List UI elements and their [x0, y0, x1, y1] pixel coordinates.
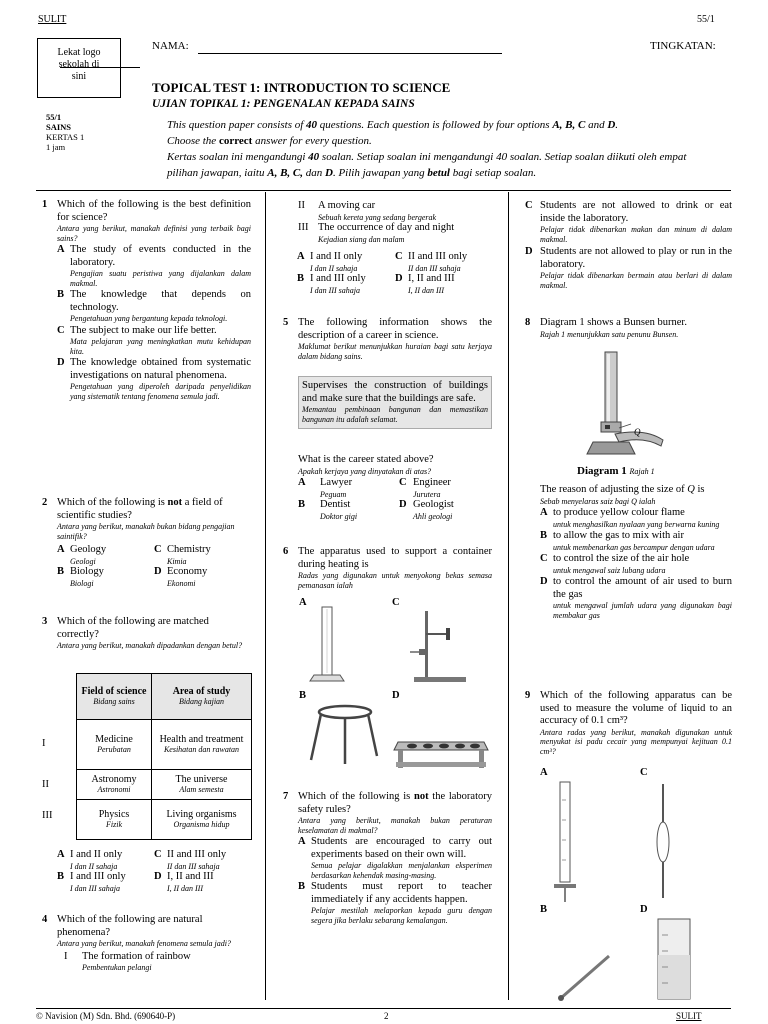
career-info-box	[298, 376, 492, 429]
bunsen-burner-image	[585, 348, 695, 460]
measuring-cylinder-image	[300, 605, 360, 690]
instruction-ms: Kertas soalan ini mengandungi 40 soalan. Setiap soalan ini mengandungi 40 soalan. Setiap soalan diikuti oleh empat pilihan jawapan, iaitu A, B, C, dan D. Pilih jawapan yang betul bagi setiap soalan.	[167, 151, 687, 179]
q9-label-a: A	[540, 767, 548, 778]
question-stem: Which of the following are natural phenomena?	[57, 914, 203, 938]
option-a[interactable]: A Lawyer Peguam	[298, 477, 353, 499]
q6-label-d: D	[392, 690, 400, 701]
question-prompt-ms: Sebab menyelaras saiz bagi Q ialah	[540, 496, 656, 506]
question-stem-ms: Antara yang berikut, manakah fenomena semula jadi?	[57, 939, 231, 948]
test-tube-rack-image	[392, 728, 490, 772]
table-row: Astronomy Astronomi The universe Alam semesta	[77, 770, 252, 800]
question-stem-ms: Antara yang berikut, manakah bukan bidang pengajian saintifik?	[57, 522, 235, 541]
option-d[interactable]: D Geologist Ahli geologi	[399, 499, 454, 521]
q9-label-c: C	[640, 767, 648, 778]
question-number: 3	[42, 616, 48, 627]
nama-label: NAMA:	[152, 40, 189, 52]
option-d[interactable]: D I, II and III I, II dan III	[395, 273, 455, 295]
option-b[interactable]: B I and III only I dan III sahaja	[297, 273, 366, 295]
statement-i: I The formation of rainbow Pembentukan pelangi	[64, 950, 191, 972]
option-d[interactable]: D to control the amount of air used to burn the gas untuk mengawal jumlah udara yang digunakan bagi membakar gas	[540, 576, 732, 620]
header-code: 55/1	[697, 14, 715, 25]
logo-line	[60, 67, 140, 68]
question-stem-ms: Antara yang berikut, manakah bukan peraturan keselamatan di makmal?	[298, 816, 492, 835]
question-number: 7	[283, 791, 289, 802]
column-divider-1	[265, 192, 266, 1000]
q9-label-d: D	[640, 904, 648, 915]
label-q: Q	[634, 427, 641, 437]
thermometer-image	[555, 950, 615, 1005]
question-number: 1	[42, 199, 48, 210]
option-c[interactable]: C to control the size of the air hole untuk mengawal saiz lubang udara	[540, 553, 690, 575]
question-4-continued	[300, 200, 493, 244]
option-b[interactable]: B Dentist Doktor gigi	[298, 499, 358, 521]
row-roman-i: I	[42, 738, 46, 749]
table-header-field: Field of science Bidang sains	[77, 674, 152, 720]
paper-duration: 1 jam	[46, 142, 66, 152]
question-5	[283, 317, 492, 361]
footer-rule	[36, 1008, 731, 1009]
option-c[interactable]: C Chemistry Kimia	[154, 544, 211, 566]
question-stem: Which of the following is not the laboratory safety rules?	[298, 791, 492, 815]
instructions	[167, 117, 712, 181]
retort-stand-image	[400, 605, 480, 690]
paper-subject: SAINS	[46, 122, 72, 132]
question-stem-ms: Antara radas yang berikut, manakah digunakan untuk menyukat isi padu cecair yang mempunyai kejituan 0.1 cm³?	[540, 727, 732, 756]
field-study-table	[76, 673, 252, 840]
option-a[interactable]: A I and II only I dan II sahaja	[297, 251, 363, 273]
question-prompt-ms: Apakah kerjaya yang dinyatakan di atas?	[298, 466, 432, 476]
option-c[interactable]: C II and III only II dan III sahaja	[154, 849, 227, 871]
question-1	[42, 199, 251, 401]
question-number: 5	[283, 317, 289, 328]
option-c[interactable]: C Students are not allowed to drink or eat inside the laboratory. Pelajar tidak dibenarkan makan dan minum di dalam makmal.	[525, 200, 732, 244]
q6-label-b: B	[299, 690, 307, 701]
question-stem: Diagram 1 shows a Bunsen burner.	[540, 317, 687, 328]
question-stem: Which of the following are matched correctly?	[57, 616, 209, 640]
paper-info	[46, 112, 84, 152]
question-stem: The apparatus used to support a container during heating is	[298, 546, 492, 570]
option-d[interactable]: D I, II and III I, II dan III	[154, 871, 214, 893]
burette-image	[548, 780, 588, 905]
table-row: Physics Fizik Living organisms Organisma hidup	[77, 800, 252, 840]
page-subtitle: UJIAN TOPIKAL 1: PENGENALAN KEPADA SAINS	[152, 98, 415, 110]
option-a[interactable]: A The study of events conducted in the laboratory. Pengajian suatu peristiwa yang dijalankan dalam makmal.	[57, 244, 251, 288]
question-3	[42, 616, 251, 651]
career-description: Supervises the construction of buildings and make sure that the buildings are safe.	[302, 380, 488, 404]
footer-copyright: © Navision (M) Sdn. Bhd. (690640-P)	[36, 1011, 176, 1021]
beaker-image	[650, 915, 700, 1007]
option-b[interactable]: B Students must report to teacher immediately if any accidents happen. Pelajar mestilah melaporkan kepada guru dengan segera jika berlaku sebarang kemalangan.	[298, 881, 492, 925]
option-b[interactable]: B I and III only I dan III sahaja	[57, 871, 126, 893]
nama-field[interactable]	[198, 52, 502, 54]
option-c[interactable]: C II and III only II dan III sahaja	[395, 251, 468, 273]
logo-box	[37, 38, 121, 98]
option-b[interactable]: B to allow the gas to mix with air untuk membenarkan gas bercampur dengan udara	[540, 530, 715, 552]
q9-label-b: B	[540, 904, 548, 915]
instruction-en-2: Choose the correct answer for every question.	[167, 135, 372, 147]
question-stem-ms: Rajah 1 menunjukkan satu penunu Bunsen.	[540, 329, 679, 339]
pipette-image	[648, 782, 678, 900]
question-9	[525, 690, 732, 756]
option-d[interactable]: D Students are not allowed to play or run in the laboratory. Pelajar tidak dibenarkan bermain atau berlari di dalam makmal.	[525, 246, 732, 290]
option-a[interactable]: A Students are encouraged to carry out experiments based on their own will. Semua pelajar digalakkan menjalankan eksperimen berdasarkan kehendak masing-masing.	[298, 836, 492, 880]
q6-label-a: A	[299, 597, 307, 608]
option-c[interactable]: C The subject to make our life better. Mata pelajaran yang meningkatkan mutu kehidupan kita.	[57, 324, 251, 356]
tingkatan-label: TINGKATAN:	[650, 40, 716, 52]
q6-label-c: C	[392, 597, 400, 608]
question-stem-ms: Radas yang digunakan untuk menyokong bekas semasa pemanasan ialah	[298, 571, 492, 590]
option-a[interactable]: A I and II only I dan II sahaja	[57, 849, 123, 871]
tripod-stand-image	[305, 700, 385, 778]
statement-iii: III The occurrence of day and night Kejadian siang dan malam	[298, 222, 455, 244]
question-stem-ms: Antara yang berikut, manakah dipadankan dengan betul?	[57, 641, 243, 650]
footer-sulit: SULIT	[676, 1011, 702, 1021]
question-number: 8	[525, 317, 531, 328]
question-stem-ms: Antara yang berikut, manakah definisi yang terbaik bagi sains?	[57, 224, 251, 243]
career-description-ms: Memantau pembinaan bangunan dan memastikan bangunan itu adalah selamat.	[302, 405, 488, 424]
instruction-en-1: This question paper consists of 40 questions. Each question is followed by four options A, B, C and D.	[167, 119, 619, 131]
option-a[interactable]: A Geology Geologi	[57, 544, 107, 566]
table-header-area: Area of study Bidang kajian	[152, 674, 252, 720]
header-rule	[36, 190, 731, 191]
row-roman-ii: II	[42, 779, 49, 790]
question-6	[283, 546, 492, 590]
paper-code: 55/1	[46, 112, 62, 122]
question-stem: Which of the following apparatus can be used to measure the volume of liquid to an accuracy of 0.1 cm³?	[540, 690, 732, 726]
table-row: Medicine Perubatan Health and treatment Kesihatan dan rawatan	[77, 720, 252, 770]
option-d[interactable]: D Economy Ekonomi	[154, 566, 208, 588]
question-prompt: What is the career stated above?	[298, 454, 434, 465]
option-d[interactable]: D The knowledge obtained from systematic investigations on natural phenomena. Pengetahuan yang diperoleh daripada penyelidikan yang sistematik tentang fenomena semula jadi.	[57, 357, 251, 401]
question-number: 9	[525, 690, 531, 701]
diagram-caption: Diagram 1 Rajah 1	[577, 465, 655, 477]
option-b[interactable]: B The knowledge that depends on technology. Pengetahuan yang bergantung kepada teknologi.	[57, 289, 251, 323]
question-number: 4	[42, 914, 48, 925]
question-number: 2	[42, 497, 48, 508]
table-header-row	[77, 674, 252, 720]
question-4-options	[297, 251, 493, 295]
logo-text: Lekat logo sekolah di sini	[57, 47, 101, 82]
question-stem: Which of the following is not a field of scientific studies?	[57, 497, 223, 521]
question-stem-ms: Maklumat berikut menunjukkan huraian bagi satu kerjaya dalam bidang sains.	[298, 342, 492, 361]
question-8-part2	[540, 484, 732, 620]
question-prompt: The reason of adjusting the size of Q is	[540, 484, 705, 495]
question-5-part2	[298, 454, 492, 521]
question-4	[42, 914, 251, 973]
row-roman-iii: III	[42, 810, 53, 821]
footer-page-number: 2	[384, 1011, 389, 1021]
paper-number: KERTAS 1	[46, 132, 85, 142]
question-7-continued	[525, 199, 732, 290]
option-c[interactable]: C Engineer Jurutera	[399, 477, 451, 499]
page-title: TOPICAL TEST 1: INTRODUCTION TO SCIENCE	[152, 80, 451, 95]
question-8	[525, 317, 732, 339]
header-sulit: SULIT	[38, 14, 67, 25]
column-divider-2	[508, 192, 509, 1000]
statement-ii: II A moving car Sebuah kereta yang sedang bergerak	[298, 200, 437, 222]
question-stem: Which of the following is the best definition for science?	[57, 199, 251, 223]
question-2	[42, 497, 251, 588]
question-3-options	[57, 849, 251, 893]
question-7	[283, 791, 492, 925]
option-a[interactable]: A to produce yellow colour flame untuk menghasilkan nyalaan yang berwarna kuning	[540, 507, 720, 529]
question-stem: The following information shows the description of a career in science.	[298, 317, 492, 341]
option-b[interactable]: B Biology Biologi	[57, 566, 104, 588]
question-number: 6	[283, 546, 289, 557]
